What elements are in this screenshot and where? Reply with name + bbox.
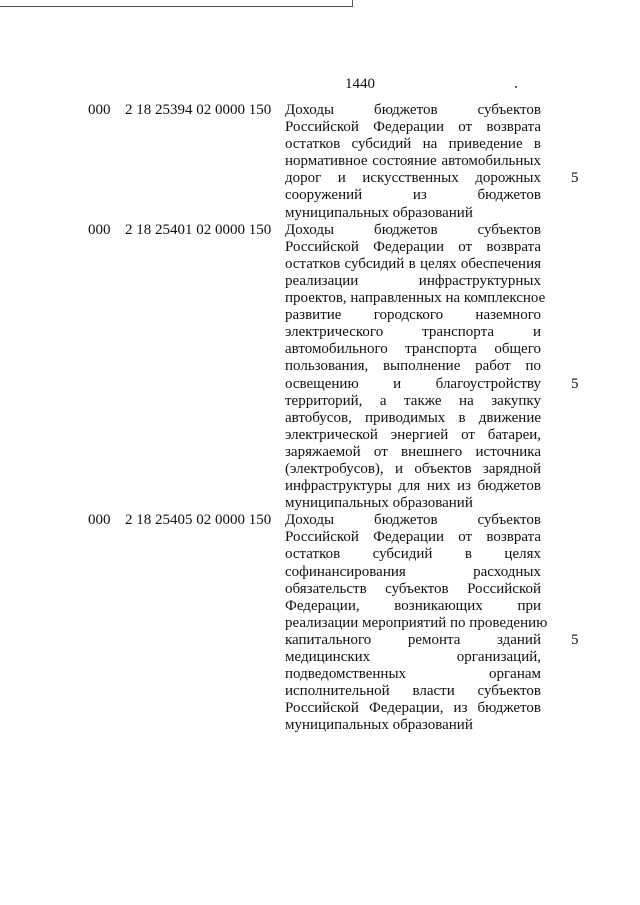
- description-line: дорог и искусственных дорожных: [285, 170, 541, 187]
- budget-classification-code: 2 18 25394 02 0000 150: [125, 102, 272, 118]
- revenue-table: [0, 102, 640, 734]
- budget-classification-code: 2 18 25401 02 0000 150: [125, 221, 272, 238]
- description-line: Доходы бюджетов субъектов: [285, 221, 541, 238]
- revenue-description: [285, 512, 548, 734]
- top-rule: [0, 6, 352, 7]
- description-line: исполнительной власти субъектов: [285, 683, 541, 700]
- standard-percent: 5: [571, 631, 579, 648]
- top-rule-tick: [352, 0, 353, 7]
- budget-classification-code: 2 18 25405 02 0000 150: [125, 512, 272, 529]
- description-line: Федерации, возникающих при: [285, 597, 541, 614]
- description-line: территорий, а также на закупку: [285, 392, 541, 409]
- description-line: реализации инфраструктурных: [285, 272, 541, 289]
- description-line: подведомственных органам: [285, 666, 541, 683]
- description-line: Российской Федерации от возврата: [285, 529, 541, 546]
- description-line: (электробусов), и объектов зарядной: [285, 460, 541, 477]
- description-line: обязательств субъектов Российской: [285, 580, 541, 597]
- description-line: электрической энергией от батареи,: [285, 426, 541, 443]
- admin-code: 000: [88, 512, 111, 529]
- description-line: нормативное состояние автомобильных: [285, 153, 541, 170]
- page-number: 1440: [345, 76, 375, 92]
- standard-percent: 5: [571, 170, 579, 187]
- description-line: Российской Федерации от возврата: [285, 119, 541, 136]
- description-line: освещению и благоустройству: [285, 375, 541, 392]
- description-line: остатков субсидий в целях: [285, 546, 541, 563]
- description-line: заряжаемой от внешнего источника: [285, 443, 541, 460]
- description-line: реализации мероприятий по проведению: [285, 614, 548, 631]
- description-line: Российской Федерации от возврата: [285, 238, 541, 255]
- table-row: [0, 512, 640, 734]
- description-line: сооружений из бюджетов: [285, 187, 541, 204]
- table-row: [0, 102, 640, 222]
- description-line: муниципальных образований: [285, 204, 473, 221]
- description-line: Доходы бюджетов субъектов: [285, 102, 541, 118]
- revenue-description: [285, 102, 541, 222]
- standard-percent: 5: [571, 375, 579, 392]
- description-line: автобусов, приводимых в движение: [285, 409, 541, 426]
- description-line: муниципальных образований: [285, 495, 473, 512]
- table-row: [0, 222, 640, 513]
- description-line: остатков субсидий на приведение в: [285, 136, 541, 153]
- revenue-description: [285, 221, 546, 513]
- admin-code: 000: [88, 102, 111, 118]
- description-line: муниципальных образований: [285, 717, 473, 734]
- description-line: инфраструктуры для них из бюджетов: [285, 478, 541, 495]
- description-line: автомобильного транспорта общего: [285, 341, 541, 358]
- admin-code: 000: [88, 221, 111, 238]
- description-line: развитие городского наземного: [285, 307, 541, 324]
- description-line: Российской Федерации, из бюджетов: [285, 700, 541, 717]
- description-line: пользования, выполнение работ по: [285, 358, 541, 375]
- description-line: Доходы бюджетов субъектов: [285, 512, 541, 529]
- description-line: остатков субсидий в целях обеспечения: [285, 255, 541, 272]
- description-line: софинансирования расходных: [285, 563, 541, 580]
- scan-speck: [515, 86, 517, 88]
- description-line: проектов, направленных на комплексное: [285, 290, 546, 307]
- description-line: электрического транспорта и: [285, 324, 541, 341]
- description-line: капитального ремонта зданий: [285, 631, 541, 648]
- description-line: медицинских организаций,: [285, 649, 541, 665]
